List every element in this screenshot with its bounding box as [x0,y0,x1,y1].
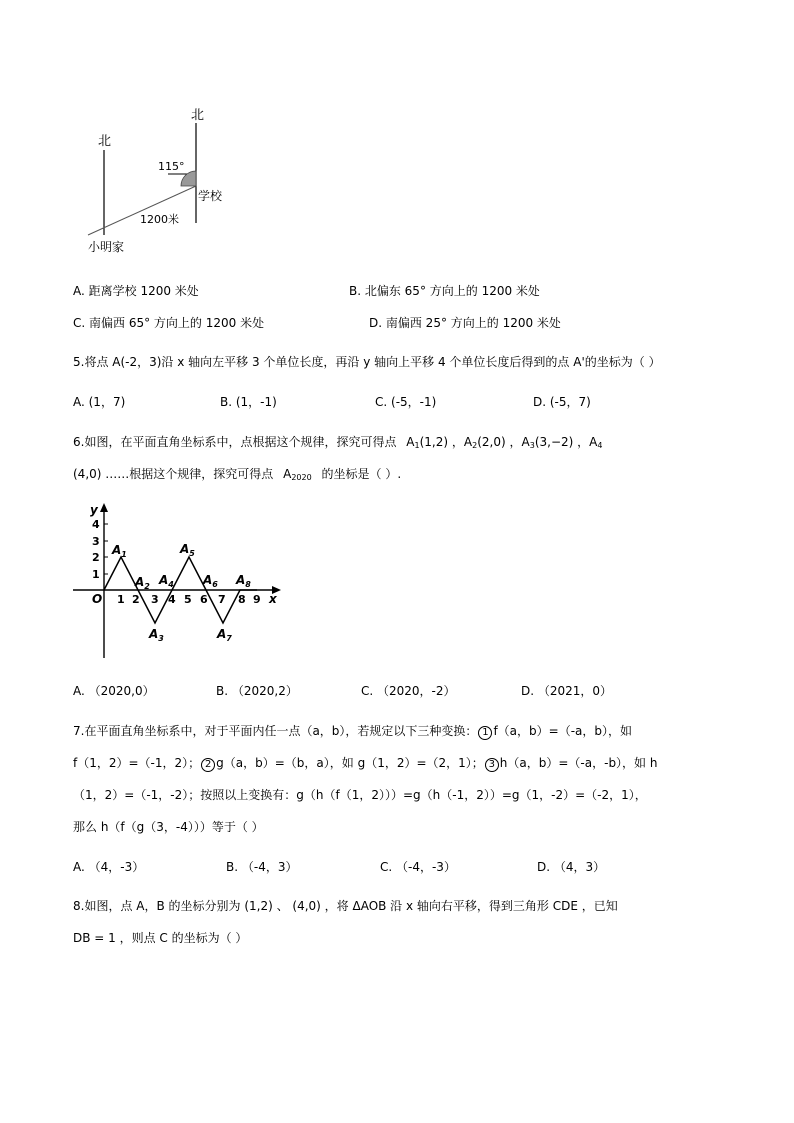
label-a8: $A_8$ [236,573,251,589]
point-a2020-sub: 2020 [291,473,312,482]
q5-option-c: C. (-5，-1) [375,395,437,409]
north-label-1: 北 [98,134,112,149]
x-tick-7: 7 [218,593,226,606]
x-tick-1: 1 [117,593,125,606]
q4-option-c: C. 南偏西 65° 方向上的 1200 米处 [73,316,265,330]
point-a3-coord: (3,−2) [534,435,574,449]
point-a4-sub: 4 [597,441,603,450]
q7-text-1b: f（a，b）=（-a，b），如 [493,724,632,738]
distance-label: 1200米 [140,213,179,226]
y-tick-3: 3 [92,535,100,548]
point-a1-sub: 1 [414,441,420,450]
q7-line2 [73,754,657,772]
q7-line1 [73,722,632,740]
x-tick-3: 3 [151,593,159,606]
label-a3: $A_3$ [149,627,164,643]
q5-option-b: B. (1，-1) [220,395,277,409]
angle-label: 115° [158,160,185,173]
q7-text-2b: g（a，b）=（b，a），如 g（1，2）=（2，1）； [216,756,484,770]
q8-line2: DB = 1 ，则点 C 的坐标为（ ） [73,931,248,945]
x-tick-6: 6 [200,593,208,606]
q4-option-a: A. 距离学校 1200 米处 [73,284,199,298]
point-a1-coord: (1,2) [419,435,449,449]
y-axis-label: y [90,503,98,517]
point-a2: A [463,435,473,449]
y-tick-1: 1 [92,568,100,581]
q6-option-d: D. （2021，0） [521,684,613,698]
school-label: 学校 [198,189,223,203]
q6-text: 6.如图，在平面直角坐标系中，点根据这个规律，探究可得点 [73,435,397,449]
q4-option-b: B. 北偏东 65° 方向上的 1200 米处 [349,284,540,298]
origin-label: O [92,592,103,606]
q6-question-line2 [73,465,401,482]
circled-number-1: 1 [478,726,492,740]
x-tick-9: 9 [253,593,261,606]
x-tick-5: 5 [184,593,192,606]
home-label: 小明家 [88,240,125,254]
label-a1: $A_1$ [112,543,127,559]
label-a5: $A_5$ [180,542,195,558]
point-a4: A [589,435,598,449]
label-a4: $A_4$ [159,573,174,589]
circled-number-2: 2 [201,758,215,772]
q5-option-d: D. (-5，7) [533,395,591,409]
circled-number-3: 3 [485,758,499,772]
q6-option-b: B. （2020,2） [216,684,298,698]
direction-figure [60,95,260,260]
q5-option-a: A. (1，7) [73,395,126,409]
q7-text-2a: f（1，2）=（-1，2）； [73,756,201,770]
q8-line1: 8.如图，点 A，B 的坐标分别为 (1,2) 、 (4,0) ，将 ΔAOB 沿 x 轴向右平移，得到三角形 CDE ，已知 [73,899,618,913]
y-tick-2: 2 [92,551,100,564]
q6-option-c: C. （2020，-2） [361,684,456,698]
label-a2: $A_2$ [135,575,150,591]
x-tick-2: 2 [132,593,140,606]
q7-option-a: A. （4，-3） [73,860,145,874]
label-a7: $A_7$ [217,627,232,643]
point-a2-coord: (2,0) [477,435,506,449]
north-label-2: 北 [191,108,205,123]
label-a6: $A_6$ [203,573,218,589]
point-a3: A [521,435,530,449]
q4-option-d: D. 南偏西 25° 方向上的 1200 米处 [369,316,561,330]
q7-option-b: B. （-4，3） [226,860,298,874]
point-a3-sub: 3 [529,441,535,450]
q6-text-2: (4,0) ……根据这个规律，探究可得点 [73,467,274,481]
q7-text-2c: h（a，b）=（-a，-b），如 h [499,756,658,770]
q7-line4: 那么 h（f（g（3，-4）））等于（ ） [73,820,264,834]
q7-option-d: D. （4，3） [537,860,606,874]
y-tick-4: 4 [92,518,100,531]
q7-option-c: C. （-4，-3） [380,860,456,874]
zigzag-graph [65,500,285,665]
point-a2020: A [283,467,292,481]
q7-text-1: 7.在平面直角坐标系中，对于平面内任一点（a，b），若规定以下三种变换： [73,724,478,738]
x-tick-4: 4 [168,593,176,606]
q6-option-a: A. （2020,0） [73,684,155,698]
x-tick-8: 8 [238,593,246,606]
point-a1: A [406,435,415,449]
point-a2-sub: 2 [472,441,478,450]
q5-question: 5.将点 A(-2，3)沿 x 轴向左平移 3 个单位长度，再沿 y 轴向上平移 4 个单位长度后得到的点 A'的坐标为（ ） [73,355,661,369]
q6-text-3: 的坐标是（ ）. [321,467,402,481]
q7-line3: （1，2）=（-1，-2）；按照以上变换有：g（h（f（1，2）））=g（h（-1，2））=g（1，-2）=（-2，1）， [73,788,647,802]
x-axis-label: x [269,592,277,606]
q6-question-line1: 6.如图，在平面直角坐标系中，点根据这个规律，探究可得点 $A_1(1,2)$ ，$A_2(2,0)$ ，$A_3(3,-2)$ ，$A_4$ [73,435,603,450]
